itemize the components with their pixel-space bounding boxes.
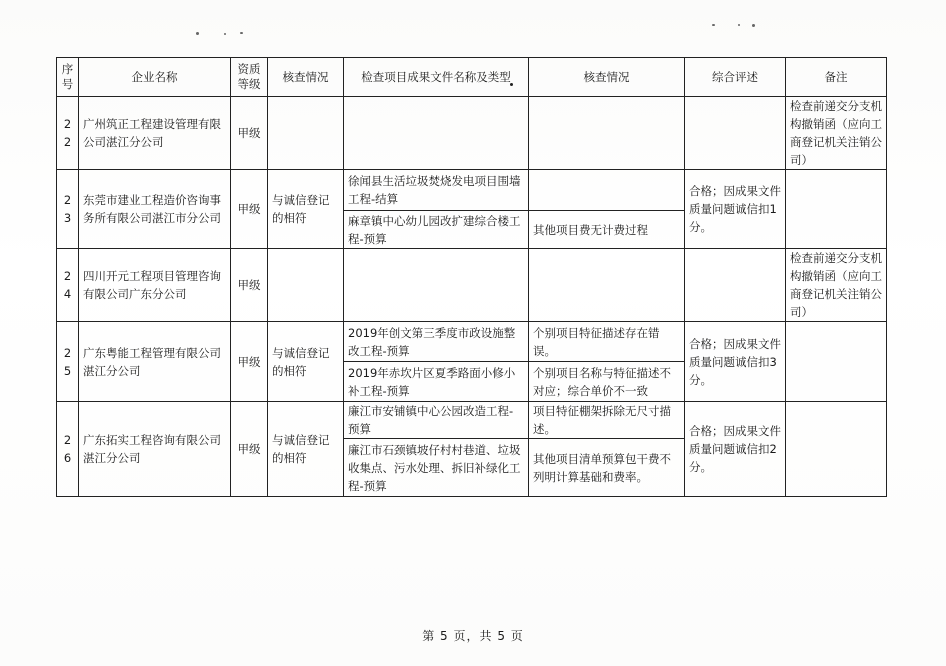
row-grade: 甲级	[231, 249, 268, 322]
row-verify-detail: 个别项目名称与特征描述不对应；综合单价不一致	[529, 362, 685, 402]
row-file: 2019年创文第三季度市政设施整改工程-预算	[344, 322, 529, 362]
scan-speck	[196, 32, 199, 35]
row-seq: 23	[57, 170, 79, 249]
scan-speck	[240, 32, 243, 34]
row-evaluation	[685, 249, 786, 322]
row-grade: 甲级	[231, 97, 268, 170]
row-file: 麻章镇中心幼儿园改扩建综合楼工程-预算	[344, 211, 529, 249]
row-remark	[786, 402, 887, 497]
scan-speck	[224, 33, 226, 35]
row-remark: 检查前递交分支机构撤销函（应向工商登记机关注销公司）	[786, 249, 887, 322]
row-seq: 26	[57, 402, 79, 497]
row-verify: 与诚信登记的相符	[268, 322, 344, 402]
row-verify-detail: 个别项目特征描述存在错误。	[529, 322, 685, 362]
row-remark	[786, 170, 887, 249]
row-company: 广东拓实工程咨询有限公司湛江分公司	[79, 402, 231, 497]
row-seq: 25	[57, 322, 79, 402]
row-seq: 22	[57, 97, 79, 170]
row-file: 2019年赤坎片区夏季路面小修小补工程-预算	[344, 362, 529, 402]
header-verify-detail: 核查情况	[529, 58, 685, 97]
row-remark: 检查前递交分支机构撤销函（应向工商登记机关注销公司）	[786, 97, 887, 170]
row-company: 东莞市建业工程造价咨询事务所有限公司湛江市分公司	[79, 170, 231, 249]
row-verify-detail	[529, 249, 685, 322]
row-file: 廉江市安铺镇中心公园改造工程-预算	[344, 402, 529, 439]
row-evaluation: 合格；因成果文件质量问题诚信扣2分。	[685, 402, 786, 497]
row-file: 徐闻县生活垃圾焚烧发电项目围墙工程-结算	[344, 170, 529, 211]
header-verify: 核查情况	[268, 58, 344, 97]
row-verify-detail	[529, 97, 685, 170]
row-verify-detail: 其他项目费无计费过程	[529, 211, 685, 249]
row-verify	[268, 97, 344, 170]
row-evaluation	[685, 97, 786, 170]
scan-speck	[712, 24, 715, 26]
table-row	[57, 402, 887, 439]
row-verify-detail	[529, 170, 685, 211]
row-verify	[268, 249, 344, 322]
scan-speck	[752, 24, 755, 27]
row-company: 广州筑正工程建设管理有限公司湛江分公司	[79, 97, 231, 170]
row-evaluation: 合格；因成果文件质量问题诚信扣1分。	[685, 170, 786, 249]
header-seq: 序号	[57, 58, 79, 97]
row-verify: 与诚信登记的相符	[268, 402, 344, 497]
table-row	[57, 97, 887, 170]
header-evaluation: 综合评述	[685, 58, 786, 97]
row-company: 广东粤能工程管理有限公司湛江分公司	[79, 322, 231, 402]
header-grade: 资质等级	[231, 58, 268, 97]
row-evaluation: 合格；因成果文件质量问题诚信扣3分。	[685, 322, 786, 402]
row-verify-detail: 其他项目清单预算包干费不列明计算基础和费率。	[529, 439, 685, 497]
table-row	[57, 322, 887, 362]
header-files: 检查项目成果文件名称及类型	[344, 58, 529, 97]
row-verify-detail: 项目特征棚架拆除无尺寸描述。	[529, 402, 685, 439]
header-remark: 备注	[786, 58, 887, 97]
table-header-row	[57, 58, 887, 97]
row-file	[344, 97, 529, 170]
table-row	[57, 249, 887, 322]
row-seq: 24	[57, 249, 79, 322]
row-company: 四川开元工程项目管理咨询有限公司广东分公司	[79, 249, 231, 322]
page-footer: 第 5 页，共 5 页	[422, 629, 524, 643]
header-company: 企业名称	[79, 58, 231, 97]
scan-speck	[738, 24, 740, 26]
row-grade: 甲级	[231, 170, 268, 249]
row-file	[344, 249, 529, 322]
row-remark	[786, 322, 887, 402]
inspection-table	[56, 57, 887, 497]
table-row	[57, 170, 887, 211]
row-grade: 甲级	[231, 402, 268, 497]
row-verify: 与诚信登记的相符	[268, 170, 344, 249]
row-grade: 甲级	[231, 322, 268, 402]
row-file: 廉江市石颈镇坡仔村村巷道、垃圾收集点、污水处理、拆旧补绿化工程-预算	[344, 439, 529, 497]
